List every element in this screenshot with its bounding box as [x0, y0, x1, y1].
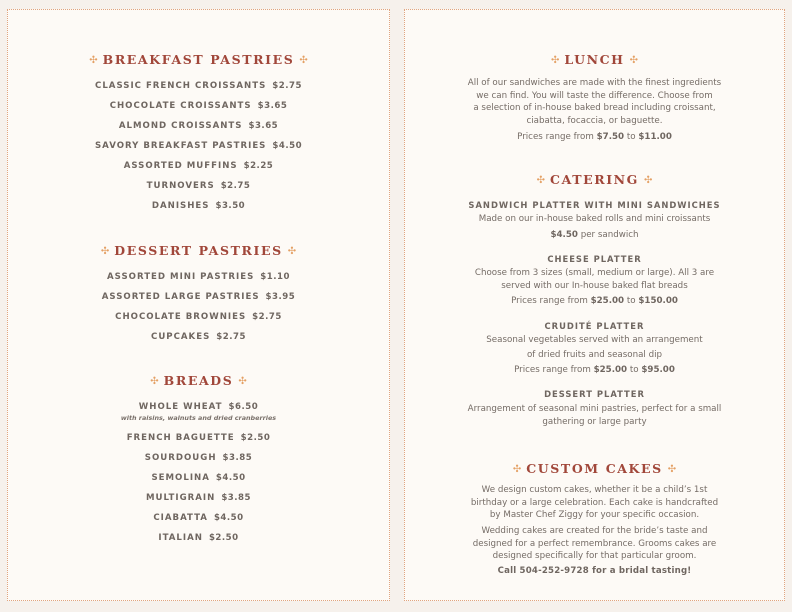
menu-item	[8, 493, 389, 503]
menu-item-price: $3.65	[248, 121, 279, 131]
crudite-platter-line1: Seasonal vegetables served with an arrangement	[486, 335, 703, 345]
menu-item-price: $2.50	[240, 433, 271, 443]
menu-item-name: ALMOND CROISSANTS	[118, 121, 243, 131]
crudite-platter-price: Prices range from $25.00 to $95.00	[514, 365, 675, 375]
menu-item	[8, 161, 389, 171]
menu-item	[8, 453, 389, 463]
ornament-icon: ✣	[667, 464, 677, 475]
menu-item	[8, 121, 389, 131]
menu-item-name: CLASSIC FRENCH CROISSANTS	[95, 81, 267, 91]
lunch-heading: ✣ LUNCH ✣	[551, 52, 638, 67]
crudite-platter-line2: of dried fruits and seasonal dip	[526, 350, 663, 360]
menu-item-name: SAVORY BREAKFAST PASTRIES	[94, 141, 267, 151]
menu-item	[8, 141, 389, 151]
ornament-icon: ✣	[629, 55, 638, 66]
menu-item-price: $2.75	[252, 312, 282, 322]
menu-item-name: CHOCOLATE CROISSANTS	[109, 101, 252, 111]
menu-item	[8, 312, 389, 322]
menu-item-price: $3.85	[221, 493, 252, 503]
menu-item-price: $4.50	[213, 513, 244, 523]
menu-item-name: FRENCH BAGUETTE	[126, 433, 235, 443]
menu-item-price: $4.50	[272, 141, 303, 151]
ornament-icon: ✣	[299, 55, 308, 66]
menu-item	[8, 332, 389, 342]
cheese-platter-title: CHEESE PLATTER	[547, 254, 642, 264]
right-menu-panel	[404, 9, 785, 601]
menu-item-name: CUPCAKES	[151, 332, 211, 342]
cheese-platter-price: Prices range from $25.00 to $150.00	[511, 296, 678, 306]
dessert-platter-description: Arrangement of seasonal mini pastries, perfect for a small gathering or large party	[467, 404, 722, 427]
menu-item-price: $2.75	[272, 81, 302, 91]
ornament-icon: ✣	[643, 175, 653, 186]
breakfast-heading: ✣ BREAKFAST PASTRIES ✣	[89, 52, 308, 67]
menu-item	[8, 473, 389, 483]
ornament-icon: ✣	[89, 55, 98, 66]
ornament-icon: ✣	[150, 376, 159, 387]
ornament-icon: ✣	[238, 376, 247, 387]
menu-item-price: $4.50	[215, 473, 246, 483]
menu-item-name: DANISHES	[151, 201, 210, 211]
menu-item	[8, 533, 389, 543]
menu-item-price: $1.10	[260, 272, 290, 282]
menu-item-name: ASSORTED MUFFINS	[123, 161, 238, 171]
crudite-platter-title: CRUDITÉ PLATTER	[544, 321, 645, 331]
custom-cakes-heading: ✣ CUSTOM CAKES ✣	[512, 461, 677, 476]
lunch-price-range: Prices range from $7.50 to $11.00	[517, 132, 672, 142]
catering-heading: ✣ CATERING ✣	[536, 172, 653, 187]
menu-item-name: SOURDOUGH	[144, 453, 217, 463]
menu-item-name: WHOLE WHEAT	[138, 402, 223, 412]
menu-item-price: $2.25	[243, 161, 274, 171]
custom-cakes-paragraph-2: Wedding cakes are created for the bride’s taste and designed for a perfect remembrance. Grooms cakes are designed specifically for that particular groom.	[472, 526, 717, 561]
menu-item-price: $3.50	[215, 201, 246, 211]
menu-item-name: ITALIAN	[158, 533, 203, 543]
ornament-icon: ✣	[100, 246, 110, 257]
menu-item-price: $6.50	[228, 402, 259, 412]
menu-item-name: ASSORTED LARGE PASTRIES	[101, 292, 260, 302]
ornament-icon: ✣	[512, 464, 522, 475]
menu-item-price: $2.75	[216, 332, 246, 342]
menu-item	[8, 272, 389, 282]
menu-item	[8, 81, 389, 91]
ornament-icon: ✣	[551, 55, 560, 66]
menu-item	[8, 513, 389, 523]
breads-heading: ✣ BREADS ✣	[150, 373, 247, 388]
menu-item-name: CHOCOLATE BROWNIES	[115, 312, 247, 322]
ornament-icon: ✣	[287, 246, 297, 257]
menu-item-price: $3.85	[222, 453, 253, 463]
left-menu-panel	[7, 9, 390, 601]
menu-item-name: SEMOLINA	[151, 473, 210, 483]
menu-item	[8, 201, 389, 211]
menu-item-price: $2.75	[220, 181, 251, 191]
dessert-platter-title: DESSERT PLATTER	[544, 389, 645, 399]
bridal-tasting-phone: Call 504-252-9728 for a bridal tasting!	[497, 566, 692, 576]
menu-item-price: $3.95	[265, 292, 296, 302]
menu-item-name: MULTIGRAIN	[145, 493, 216, 503]
menu-item	[8, 433, 389, 443]
cheese-platter-description: Choose from 3 sizes (small, medium or large). All 3 are served with our In-house baked flat breads	[474, 268, 715, 291]
dessert-heading: ✣ DESSERT PASTRIES ✣	[100, 243, 297, 258]
menu-item-price: $2.50	[208, 533, 239, 543]
sandwich-platter-price: $4.50 per sandwich	[550, 230, 639, 240]
sandwich-platter-title: SANDWICH PLATTER WITH MINI SANDWICHES	[468, 200, 721, 210]
custom-cakes-paragraph-1: We design custom cakes, whether it be a child’s 1st birthday or a large celebration. Each cake is handcrafted by Master Chef Ziggy for your specific occasion.	[470, 485, 719, 520]
menu-item	[8, 292, 389, 302]
menu-item	[8, 181, 389, 191]
menu-item-price: $3.65	[257, 101, 288, 111]
menu-item	[8, 101, 389, 111]
menu-item-name: ASSORTED MINI PASTRIES	[107, 272, 255, 282]
ornament-icon: ✣	[536, 175, 546, 186]
lunch-description: All of our sandwiches are made with the finest ingredients we can find. You will taste the difference. Choose from a selection of in-house baked bread including croissant, ciabatta, focaccia, or baguette.	[467, 78, 722, 126]
menu-item	[8, 402, 389, 412]
sandwich-platter-description: Made on our in-house baked rolls and mini croissants	[478, 214, 711, 224]
menu-item-note: with raisins, walnuts and dried cranberries	[120, 414, 277, 422]
menu-item-name: TURNOVERS	[146, 181, 215, 191]
menu-item-name: CIABATTA	[153, 513, 208, 523]
